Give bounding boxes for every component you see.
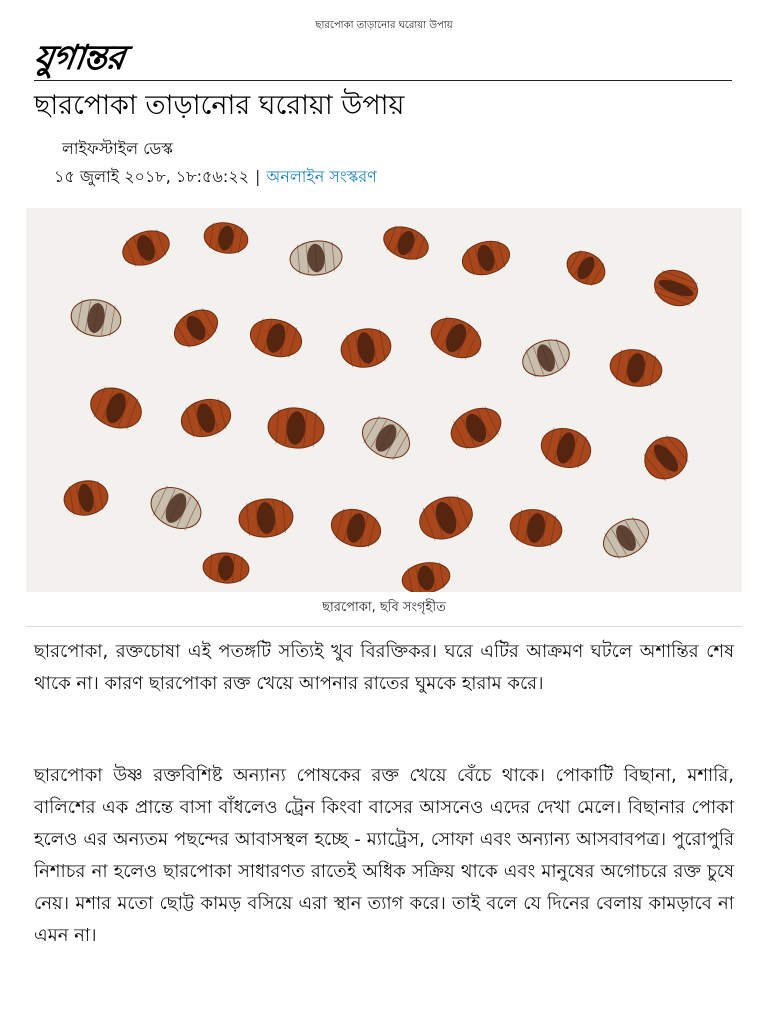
page-header-title: ছারপোকা তাড়ানোর ঘরোয়া উপায় <box>315 20 453 31</box>
bedbug-photo-illustration <box>26 208 742 592</box>
article-photo <box>26 208 742 592</box>
caption-divider <box>26 626 742 627</box>
article-paragraph-1: ছারপোকা, রক্তচোষা এই পতঙ্গটি সত্যিই খুব বিরক্তিকর। ঘরে এটির আক্রমণ ঘটলে অশান্তির শেষ থাকে না। কারণ ছারপোকা রক্ত খেয়ে আপনার রাতের ঘুমকে হারাম করে। <box>34 641 734 694</box>
article-dateline <box>54 164 377 191</box>
article-date: ১৫ জুলাই ২০১৮, ১৮:৫৬:২২ <box>54 167 250 186</box>
image-caption: ছারপোকা, ছবি সংগৃহীত <box>322 600 446 615</box>
dateline-separator: | <box>255 167 261 186</box>
edition-link[interactable]: অনলাইন সংস্করণ <box>266 167 377 186</box>
article-byline: লাইফস্টাইল ডেস্ক <box>62 139 173 158</box>
header-divider <box>34 80 732 81</box>
newspaper-logo[interactable]: যুগান্তর <box>31 38 127 78</box>
article-headline: ছারপোকা তাড়ানোর ঘরোয়া উপায় <box>34 90 405 121</box>
article-paragraph-2: ছারপোকা উষ্ণ রক্তবিশিষ্ট অন্যান্য পোষকের রক্ত খেয়ে বেঁচে থাকে। পোকাটি বিছানা, মশারি, বালিশের এক প্রান্তে বাসা বাঁধলেও ট্রেন কিংবা বাসের আসনেও এদের দেখা মেলে। বিছানার পোকা হলেও এর অন্যতম পছন্দের আবাসস্থল হচ্ছে - ম্যাট্রেস, সোফা এবং অন্যান্য আসবাবপত্র। পুরোপুরি নিশাচর না হলেও ছারপোকা সাধারণত রাতেই অধিক সক্রিয় থাকে এবং মানুষের অগোচরে রক্ত চুষে নেয়। মশার মতো ছোট্ট কামড় বসিয়ে এরা স্থান ত্যাগ করে। তাই বলে যে দিনের বেলায় কামড়াবে না এমন না। <box>34 765 734 946</box>
